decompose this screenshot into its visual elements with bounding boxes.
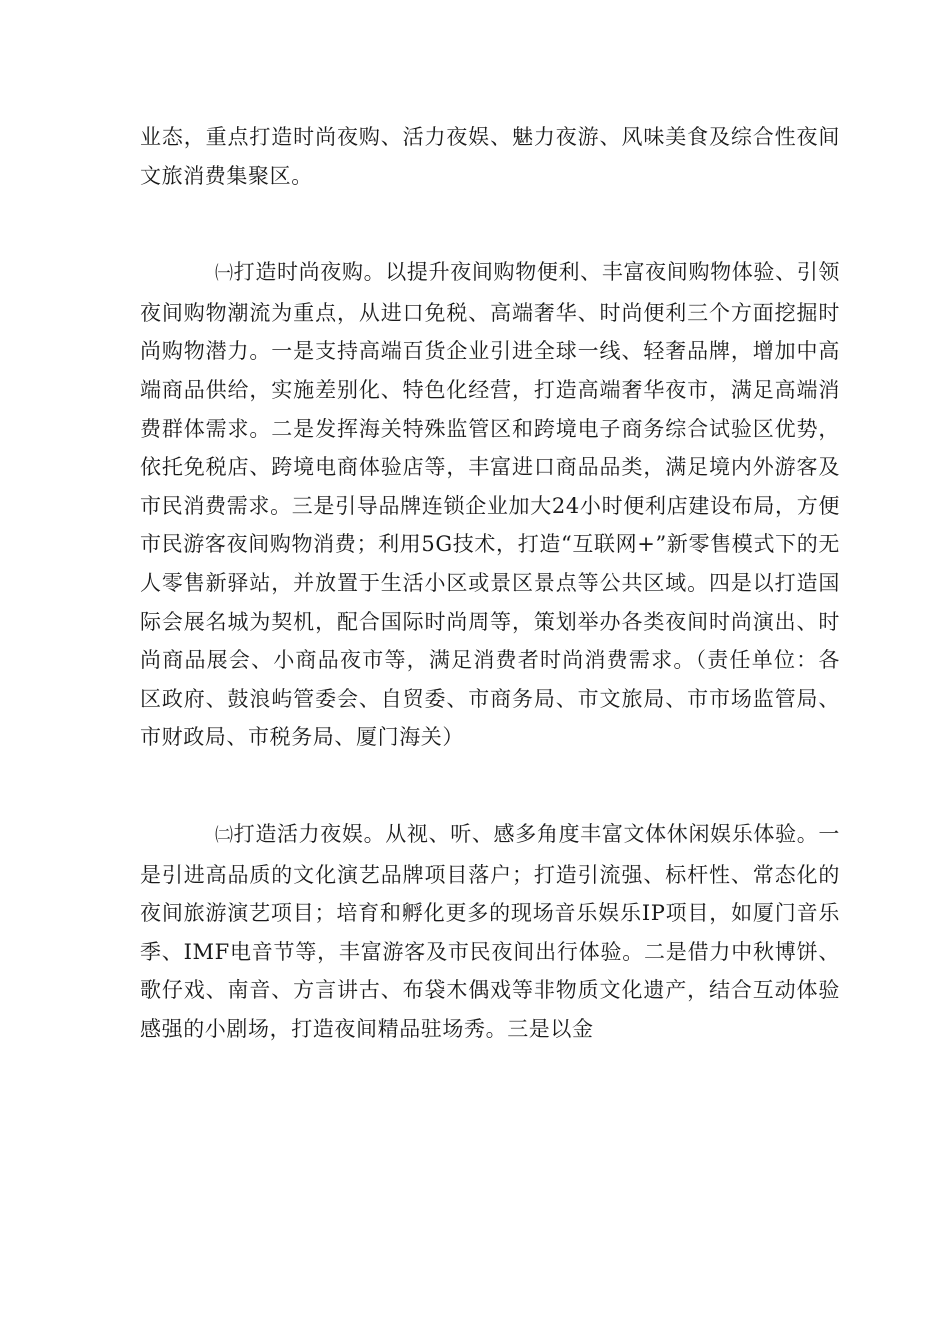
paragraph-vibrant-night-entertainment [140, 815, 840, 1049]
paragraph-fashion-night-shopping-text: 打造时尚夜购。以提升夜间购物便利、丰富夜间购物体验、引领夜间购物潮流为重点，从进口免税、高端奢华、时尚便利三个方面挖掘时尚购物潜力。一是支持高端百货企业引进全球一线、轻奢品牌，增加中高端商品供给，实施差别化、特色化经营，打造高端奢华夜市，满足高端消费群体需求。二是发挥海关特殊监管区和跨境电子商务综合试验区优势，依托免税店、跨境电商体验店等，丰富进口商品品类，满足境内外游客及市民消费需求。三是引导品牌连锁企业加大24小时便利店建设布局，方便市民游客夜间购物消费；利用5G技术，打造“互联网+”新零售模式下的无人零售新驿站，并放置于生活小区或景区景点等公共区域。四是以打造国际会展名城为契机，配合国际时尚周等，策划举办各类夜间时尚演出、时尚商品展会、小商品夜市等，满足消费者时尚消费需求。（责任单位：各区政府、鼓浪屿管委会、自贸委、市商务局、市文旅局、市市场监管局、市财政局、市税务局、厦门海关） [140, 260, 840, 750]
paragraph-fashion-night-shopping [140, 253, 840, 757]
document-page [140, 118, 840, 1048]
section-number-2: ㈡ [215, 824, 234, 846]
paragraph-intro-text: 业态，重点打造时尚夜购、活力夜娱、魅力夜游、风味美食及综合性夜间文旅消费集聚区。 [140, 125, 840, 188]
paragraph-vibrant-night-entertainment-text: 打造活力夜娱。从视、听、感多角度丰富文体休闲娱乐体验。一是引进高品质的文化演艺品牌项目落户；打造引流强、标杆性、常态化的夜间旅游演艺项目；培育和孵化更多的现场音乐娱乐IP项目，如厦门音乐季、IMF电音节等，丰富游客及市民夜间出行体验。二是借力中秋博饼、歌仔戏、南音、方言讲古、布袋木偶戏等非物质文化遗产，结合互动体验感强的小剧场，打造夜间精品驻场秀。三是以金 [140, 821, 840, 1041]
paragraph-intro [140, 118, 840, 195]
section-number-1: ㈠ [215, 263, 234, 285]
